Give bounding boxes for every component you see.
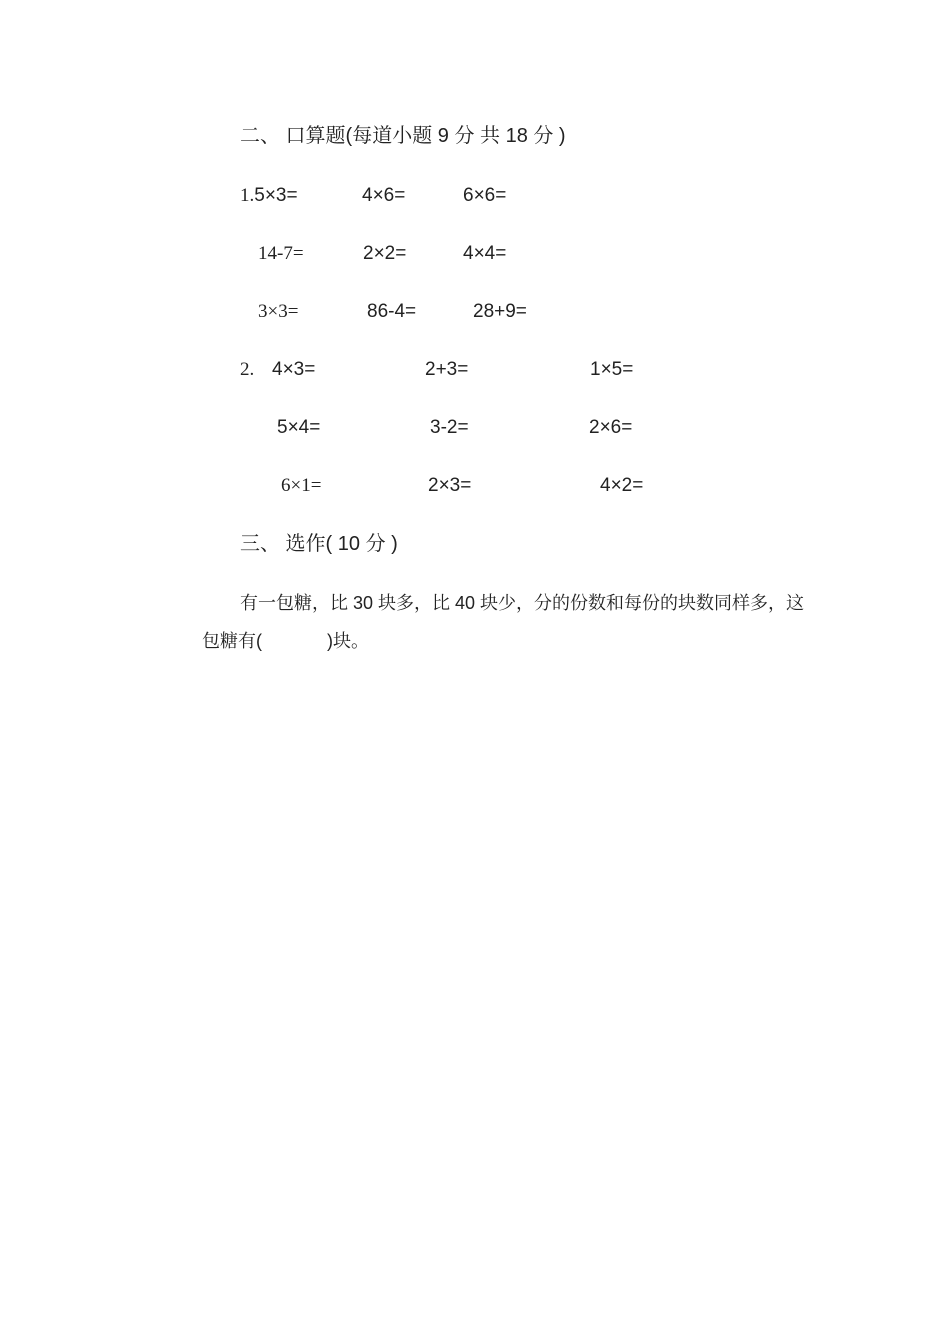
question-text-start: 包糖有(	[202, 631, 262, 651]
problem: 2×2=	[363, 243, 407, 264]
problem: 5×3=	[254, 185, 298, 206]
problem: 4×3=	[272, 359, 316, 380]
problem: 2×6=	[589, 417, 633, 438]
problem: 2+3=	[425, 359, 469, 380]
section-3-title: 三、 选作( 10 分 )	[240, 533, 398, 555]
question-2-number: 2.	[240, 359, 255, 380]
problem: 4×4=	[463, 243, 507, 264]
question-1-row-1	[240, 184, 298, 208]
problem: 86-4=	[367, 301, 417, 322]
question-1-number: 1.	[240, 185, 255, 206]
problem: 5×4=	[277, 417, 321, 438]
question-text-end: )块。	[327, 631, 369, 651]
problem: 3×3=	[258, 301, 299, 322]
problem: 2×3=	[428, 475, 472, 496]
section-2-title: 二、 口算题(每道小题 9 分 共 18 分 )	[240, 125, 566, 147]
problem: 14-7=	[258, 243, 304, 264]
problem: 4×6=	[362, 185, 406, 206]
question-text-line-1: 有一包糖，比 30 块多，比 40 块少，分的份数和每份的块数同样多，这	[240, 593, 805, 613]
problem: 1×5=	[590, 359, 634, 380]
problem: 6×1=	[281, 475, 322, 496]
problem: 4×2=	[600, 475, 644, 496]
question-text-line-2	[202, 629, 369, 653]
problem: 6×6=	[463, 185, 507, 206]
problem: 28+9=	[473, 301, 527, 322]
problem: 3-2=	[430, 417, 469, 438]
